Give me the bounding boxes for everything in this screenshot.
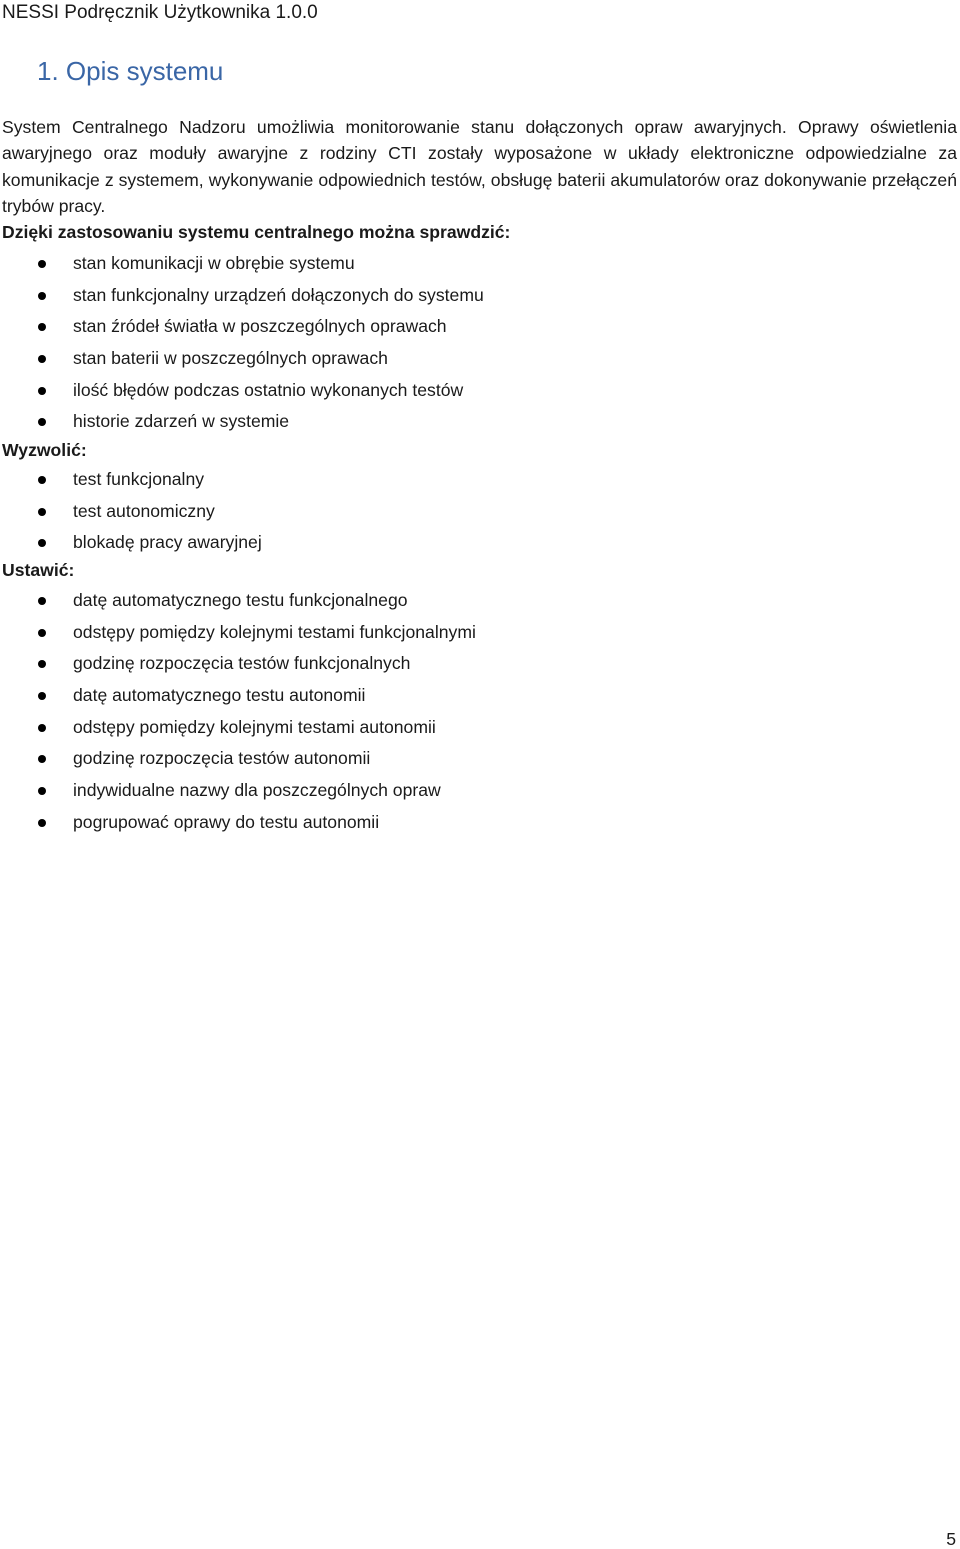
bullet-icon — [38, 787, 46, 795]
list-item — [0, 775, 940, 807]
list-item-text: historie zdarzeń w systemie — [73, 411, 290, 432]
list-item — [0, 743, 940, 775]
bullet-icon — [38, 819, 46, 827]
bullet-icon — [38, 355, 46, 363]
list-item-text: datę automatycznego testu funkcjonalnego — [73, 590, 408, 610]
section-title: 1. Opis systemu — [37, 56, 224, 86]
list-item — [0, 807, 940, 839]
list-item-text: odstępy pomiędzy kolejnymi testami autonomii — [73, 716, 436, 737]
list-item-text: test autonomiczny — [73, 500, 215, 521]
bullet-icon — [38, 387, 46, 395]
page-header: NESSI Podręcznik Użytkownika 1.0.0 — [2, 2, 318, 23]
list-item — [0, 585, 940, 617]
bullet-icon — [38, 292, 46, 300]
list-item-text: datę automatycznego testu autonomii — [73, 685, 366, 706]
bullet-icon — [38, 508, 46, 516]
trigger-list — [0, 464, 940, 559]
bullet-icon — [38, 260, 46, 268]
list-item — [0, 648, 940, 680]
list-item-text: godzinę rozpoczęcia testów autonomii — [73, 748, 371, 769]
list-item-text: blokadę pracy awaryjnej — [73, 532, 262, 553]
bullet-icon — [38, 660, 46, 668]
page-number: 5 — [946, 1529, 956, 1549]
list-item — [0, 343, 940, 375]
list-item-text: pogrupować oprawy do testu autonomii — [73, 811, 380, 832]
list-item — [0, 496, 940, 528]
list-item — [0, 712, 940, 744]
list-item-text: stan funkcjonalny urządzeń dołączonych do systemu — [73, 284, 484, 305]
list-item-text: godzinę rozpoczęcia testów funkcjonalnych — [73, 653, 411, 674]
bullet-icon — [38, 692, 46, 700]
list-item-text: stan źródeł światła w poszczególnych oprawach — [73, 316, 447, 337]
list-item-text: odstępy pomiędzy kolejnymi testami funkcjonalnymi — [73, 621, 476, 642]
list-item-text: test funkcjonalny — [73, 469, 205, 489]
list-item — [0, 464, 940, 496]
list-item — [0, 280, 940, 312]
trigger-heading: Wyzwolić: — [2, 440, 87, 460]
list-item — [0, 248, 940, 280]
list-item-text: stan baterii w poszczególnych oprawach — [73, 348, 388, 369]
check-list — [0, 248, 940, 438]
bullet-icon — [38, 476, 46, 484]
bullet-icon — [38, 418, 46, 426]
list-item-text: indywidualne nazwy dla poszczególnych opraw — [73, 780, 441, 801]
check-heading: Dzięki zastosowaniu systemu centralnego można sprawdzić: — [2, 222, 511, 242]
list-item-text: ilość błędów podczas ostatnio wykonanych testów — [73, 379, 464, 400]
bullet-icon — [38, 539, 46, 547]
list-item — [0, 406, 940, 438]
settings-list — [0, 585, 940, 839]
bullet-icon — [38, 597, 46, 605]
list-item-text: stan komunikacji w obrębie systemu — [73, 253, 355, 273]
list-item — [0, 375, 940, 407]
list-item — [0, 311, 940, 343]
list-item — [0, 527, 940, 559]
bullet-icon — [38, 629, 46, 637]
intro-paragraph: System Centralnego Nadzoru umożliwia monitorowanie stanu dołączonych opraw awaryjnych. Oprawy oświetlenia awaryjnego oraz moduły awaryjne z rodziny CTI zostały wyposażone w układy elektroniczne odpowiedzialne za komunikacje z systemem, wykonywanie odpowiednich testów, obsługę baterii akumulatorów oraz dokonywanie przełączeń trybów pracy. — [2, 117, 957, 216]
settings-heading: Ustawić: — [2, 560, 75, 580]
list-item — [0, 680, 940, 712]
bullet-icon — [38, 755, 46, 763]
bullet-icon — [38, 323, 46, 331]
bullet-icon — [38, 724, 46, 732]
list-item — [0, 617, 940, 649]
